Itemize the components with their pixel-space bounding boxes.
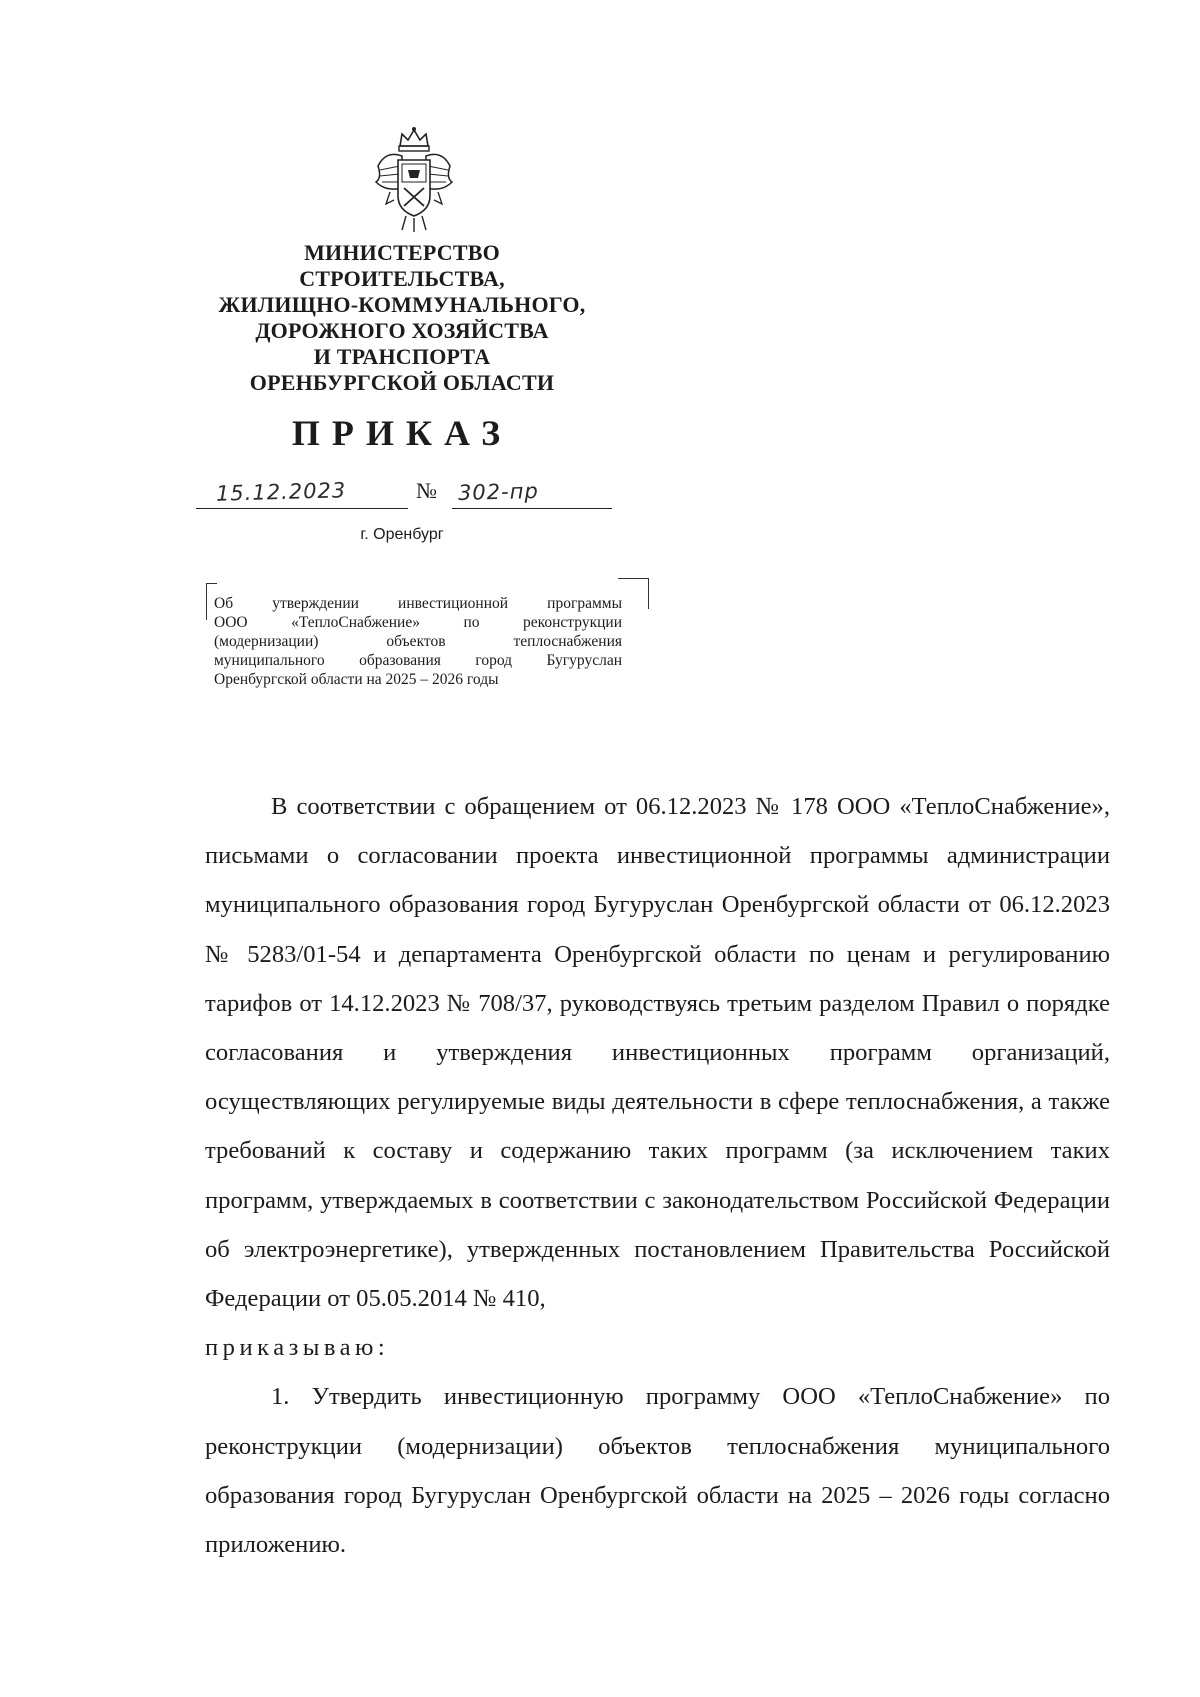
number-label: № <box>416 478 437 503</box>
date-field <box>196 478 408 509</box>
ministry-name <box>200 240 604 396</box>
subject-line: (модернизации) объектов теплоснабжения <box>214 633 622 650</box>
orenburg-coat-of-arms-icon <box>372 126 456 236</box>
order-word: приказываю: <box>205 1334 390 1362</box>
order-subject <box>214 594 622 689</box>
handwritten-number: 302-пр <box>457 478 540 506</box>
ministry-line: И ТРАНСПОРТА <box>313 344 491 369</box>
subject-line: муниципального образования город Бугуруслан <box>214 652 622 669</box>
ministry-line: ОРЕНБУРГСКОЙ ОБЛАСТИ <box>249 370 555 395</box>
city-name: г. Оренбург <box>360 526 444 543</box>
subject-line: Оренбургской области на 2025 – 2026 годы <box>214 671 499 688</box>
order-body <box>205 782 1110 1569</box>
handwritten-date: 15.12.2023 <box>215 478 347 506</box>
ministry-line: ДОРОЖНОГО ХОЗЯЙСТВА <box>255 318 549 343</box>
document-type-title: ПРИКАЗ <box>291 413 513 453</box>
corner-mark-right <box>618 578 649 609</box>
ministry-line: МИНИСТЕРСТВО <box>304 240 500 265</box>
preamble-paragraph: В соответствии с обращением от 06.12.2023 № 178 ООО «ТеплоСнабжение», письмами о согласовании проекта инвестиционной программы администрации муниципального образования город Бугуруслан Оренбургской области от 06.12.2023 № 5283/01-54 и департамента Оренбургской области по ценам и регулированию тарифов от 14.12.2023 № 708/37, руководствуясь третьим разделом Правил о порядке согласования и утверждения инвестиционных программ организаций, осуществляющих регулируемые виды деятельности в сфере теплоснабжения, а также требований к составу и содержанию таких программ (за исключением таких программ, утверждаемых в соответствии с законодательством Российской Федерации об электроэнергетике), утвержденных постановлением Правительства Российской Федерации от 05.05.2014 № 410, <box>205 793 1110 1313</box>
order-item-1: 1. Утвердить инвестиционную программу ООО «ТеплоСнабжение» по реконструкции (модернизации) объектов теплоснабжения муниципального образования город Бугуруслан Оренбургской области на 2025 – 2026 годы согласно приложению. <box>205 1383 1110 1559</box>
subject-line: ООО «ТеплоСнабжение» по реконструкции <box>214 614 622 631</box>
subject-line: Об утверждении инвестиционной программы <box>214 595 622 612</box>
ministry-line: ЖИЛИЩНО-КОММУНАЛЬНОГО, <box>218 292 586 317</box>
ministry-line: СТРОИТЕЛЬСТВА, <box>299 266 505 291</box>
number-field <box>452 478 612 509</box>
